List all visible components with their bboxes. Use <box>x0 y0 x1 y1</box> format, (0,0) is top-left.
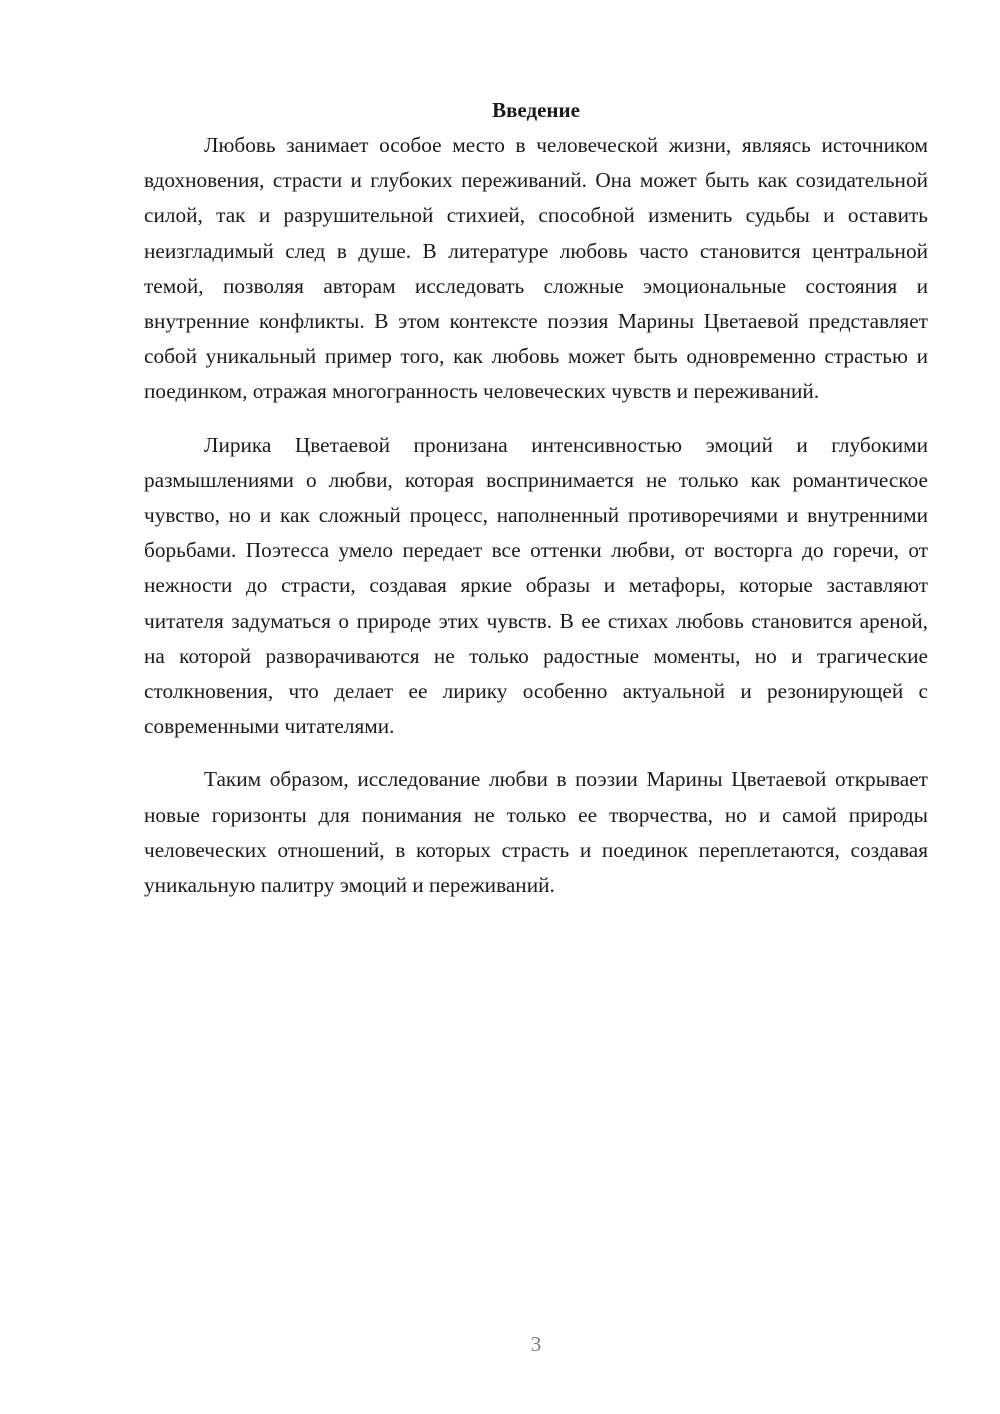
page-content <box>144 93 928 903</box>
paragraph-3: Таким образом, исследование любви в поэзии Марины Цветаевой открывает новые горизонты для понимания не только ее творчества, но и самой природы человеческих отношений, в которых страсть и поединок переплетаются, создавая уникальную палитру эмоций и переживаний. <box>144 767 928 898</box>
page-number: 3 <box>530 1332 542 1356</box>
paragraph-2: Лирика Цветаевой пронизана интенсивностью эмоций и глубокими размышлениями о любви, которая воспринимается не только как романтическое чувство, но и как сложный процесс, наполненный противоречиями и внутренними борьбами. Поэтесса умело передает все оттенки любви, от восторга до горечи, от нежности до страсти, создавая яркие образы и метафоры, которые заставляют читателя задуматься о природе этих чувств. В ее стихах любовь становится ареной, на которой разворачиваются не только радостные моменты, но и трагические столкновения, что делает ее лирику особенно актуальной и резонирующей с современными читателями. <box>144 432 928 739</box>
paragraph-1: Любовь занимает особое место в человеческой жизни, являясь источником вдохновения, страсти и глубоких переживаний. Она может быть как созидательной силой, так и разрушительной стихией, способной изменить судьбы и оставить неизгладимый след в душе. В литературе любовь часто становится центральной темой, позволяя авторам исследовать сложные эмоциональные состояния и внутренние конфликты. В этом контексте поэзия Марины Цветаевой представляет собой уникальный пример того, как любовь может быть одновременно страстью и поединком, отражая многогранность человеческих чувств и переживаний. <box>144 133 928 404</box>
section-heading: Введение <box>492 98 580 122</box>
